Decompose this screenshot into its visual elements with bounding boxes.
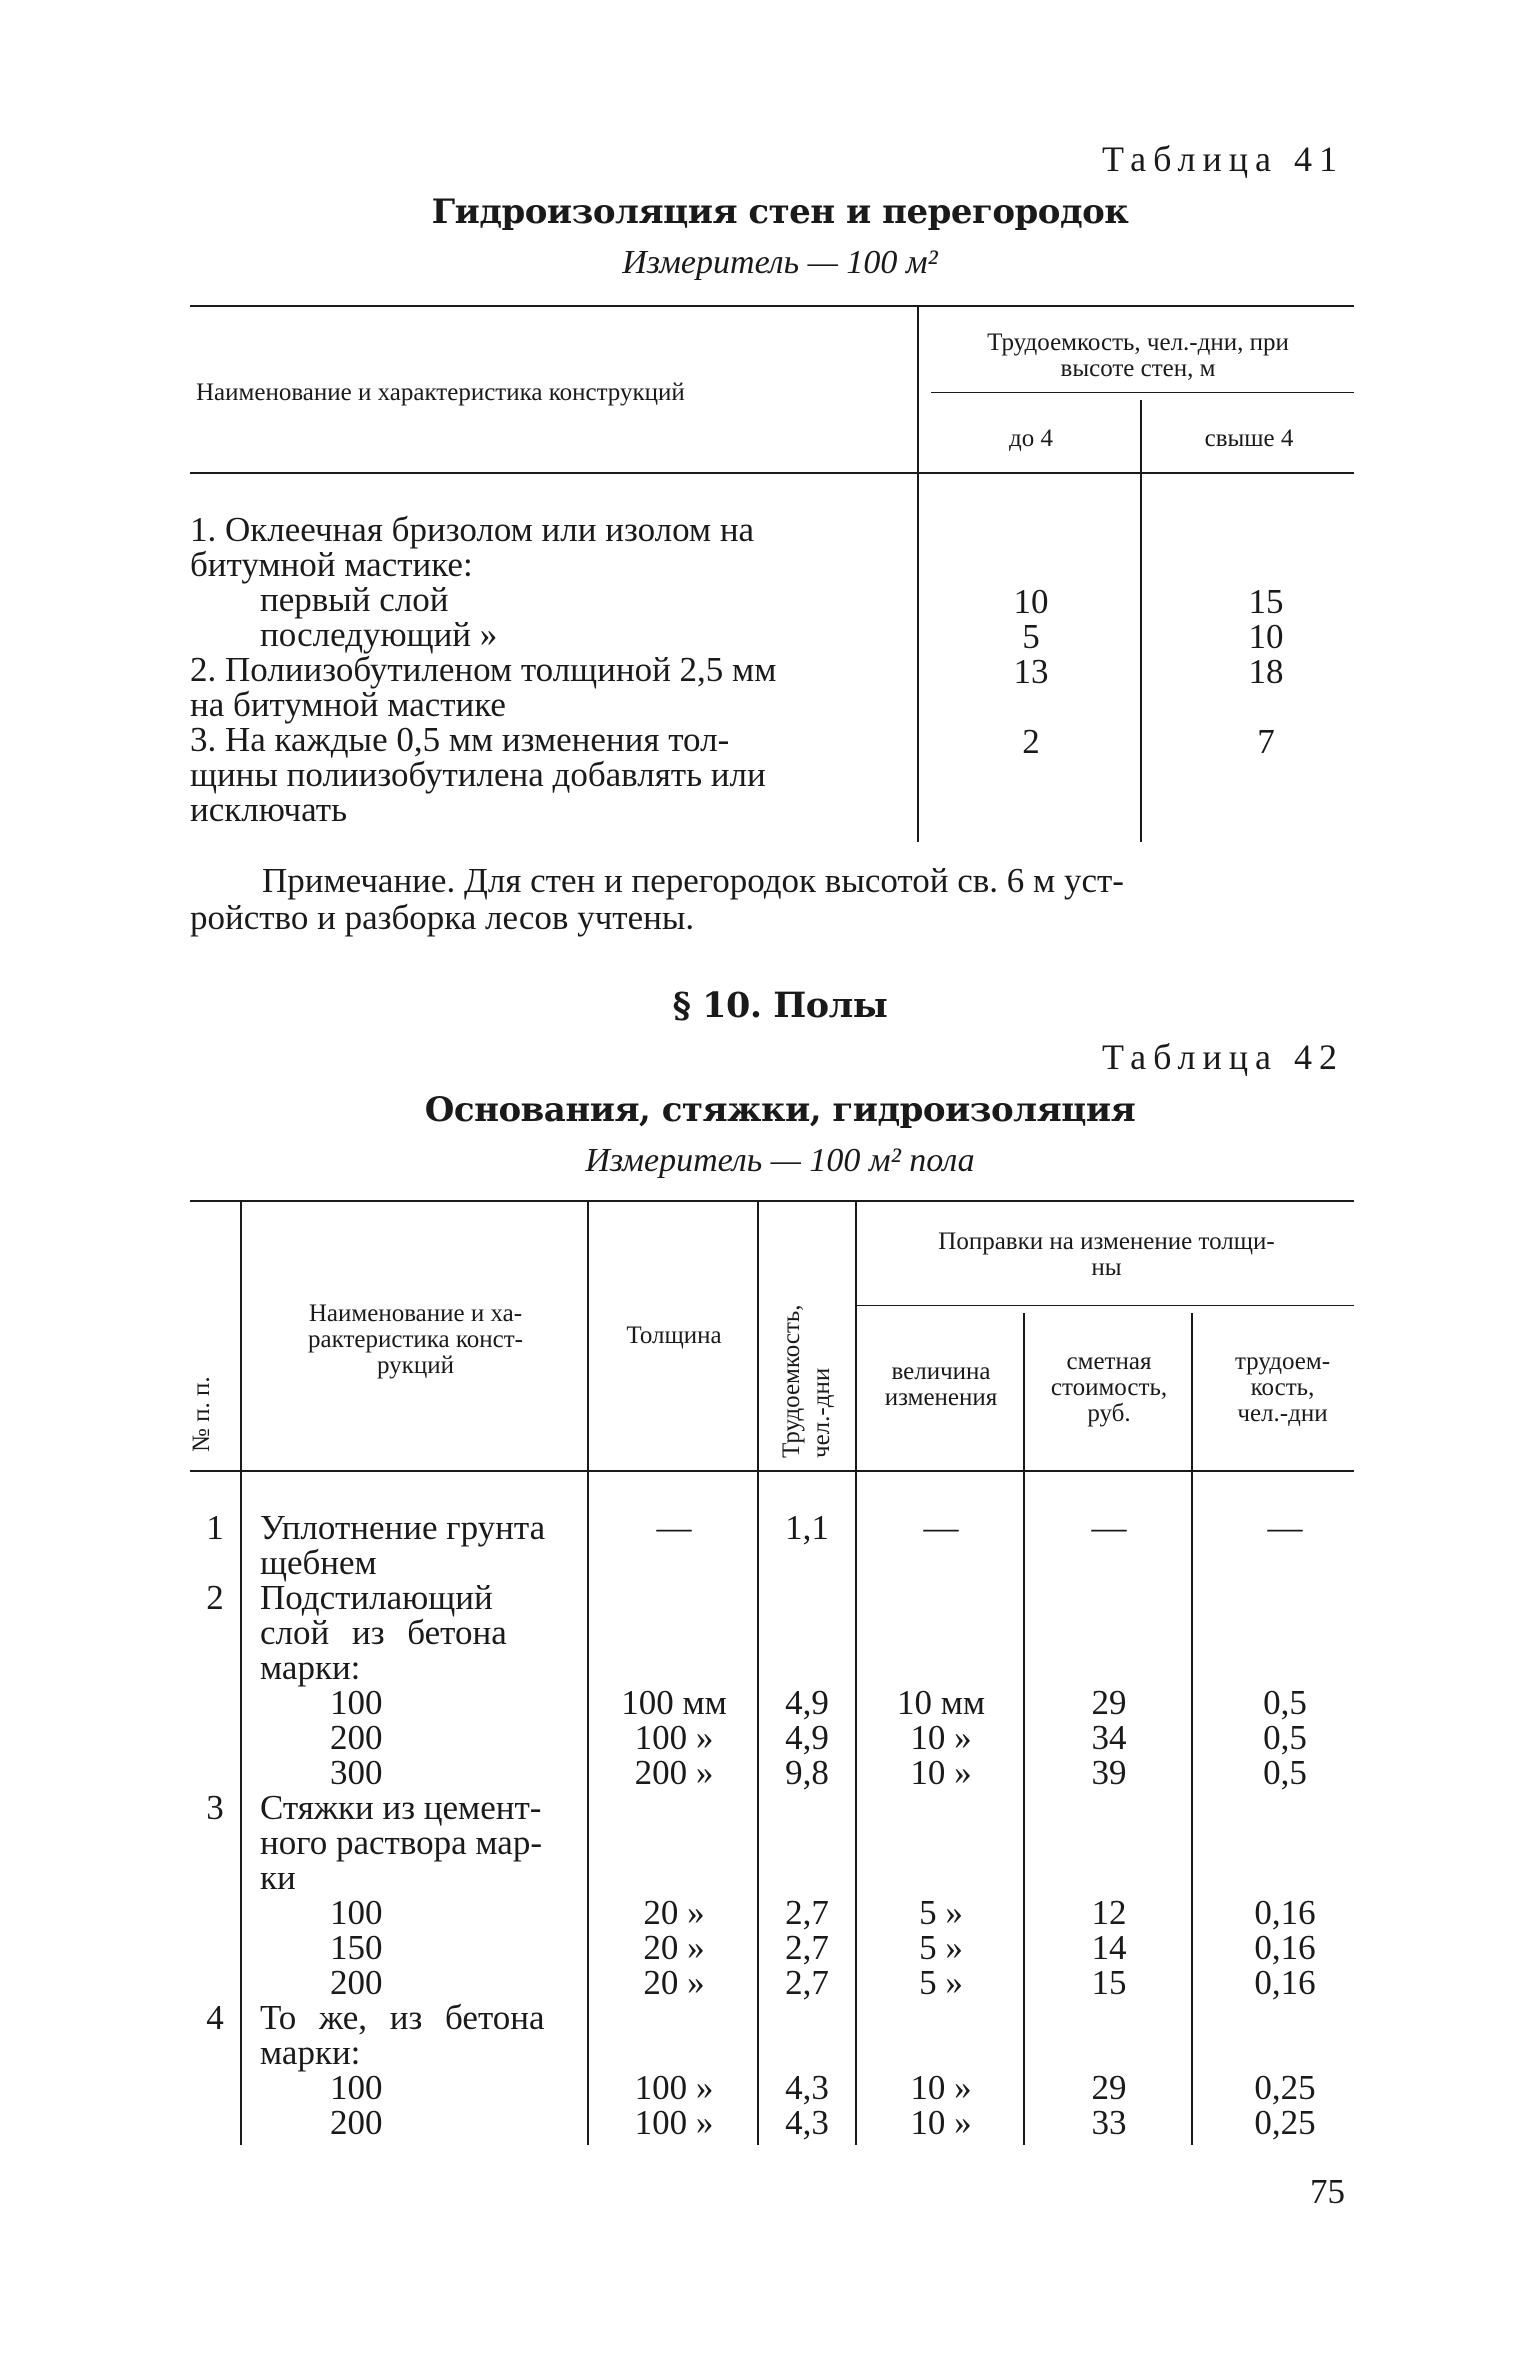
row-labor: 2,7 <box>785 1893 829 1932</box>
row-1b-a: 5 <box>1022 617 1040 656</box>
header-no: № п. п. <box>188 1376 215 1452</box>
row-1b-name: последующий » <box>260 615 498 654</box>
header-name-line1: Наименование и ха- <box>308 1300 523 1327</box>
row-name: Стяжки из цемент- <box>260 1788 542 1827</box>
header-cost-line3: руб. <box>1087 1400 1131 1427</box>
row-cost: 12 <box>1091 1893 1127 1932</box>
row-3-line3: исключать <box>190 790 348 829</box>
header-labor2-line2: кость, <box>1250 1374 1315 1401</box>
header-labor2-line1: трудоем- <box>1234 1348 1331 1375</box>
row-change: 5 » <box>919 1928 963 1967</box>
row-name: Уплотнение грунта <box>260 1508 546 1547</box>
row-labor: 2,7 <box>785 1928 829 1967</box>
header-labor-line1: Трудоемкость, <box>778 1304 805 1458</box>
row-labor2: 0,25 <box>1254 2103 1316 2142</box>
header-col-b: свыше 4 <box>1204 425 1294 452</box>
row-cost: — <box>1091 1508 1127 1547</box>
row-thickness: 100 мм <box>621 1683 727 1722</box>
row-name: 100 <box>330 2068 383 2107</box>
row-1b-b: 10 <box>1248 617 1284 656</box>
header-labor2-line3: чел.-дни <box>1237 1400 1328 1427</box>
row-labor2: 0,5 <box>1263 1753 1307 1792</box>
row-labor2: 0,25 <box>1254 2068 1316 2107</box>
row-name: 150 <box>330 1928 383 1967</box>
header-name: Наименование и характеристика конструкций <box>196 379 685 406</box>
header-change-line2: изменения <box>884 1384 998 1411</box>
row-thickness: 20 » <box>643 1893 705 1932</box>
row-name: щебнем <box>260 1543 377 1582</box>
row-thickness: 20 » <box>643 1963 705 2002</box>
row-cost: 39 <box>1091 1753 1127 1792</box>
note-line1: Примечание. Для стен и перегородок высотой св. 6 м уст- <box>262 861 1124 900</box>
row-name: 200 <box>330 1963 383 2002</box>
row-1a-b: 15 <box>1248 582 1284 621</box>
header-labor-line1: Трудоемкость, чел.-дни, при <box>987 329 1289 356</box>
row-labor: 4,3 <box>785 2103 829 2142</box>
row-thickness: 100 » <box>634 2068 714 2107</box>
row-cost: 15 <box>1091 1963 1127 2002</box>
row-name: ки <box>260 1858 296 1897</box>
row-2-a: 13 <box>1013 652 1049 691</box>
row-no: 1 <box>206 1508 224 1547</box>
row-name: То же, из бетона <box>260 1998 545 2037</box>
row-change: 5 » <box>919 1963 963 2002</box>
row-labor: 2,7 <box>785 1963 829 2002</box>
row-labor: 4,9 <box>785 1683 829 1722</box>
table-42-title: Основания, стяжки, гидроизоляция <box>424 1090 1136 1130</box>
row-3-b: 7 <box>1257 722 1275 761</box>
row-labor: 4,9 <box>785 1718 829 1757</box>
row-name: 100 <box>330 1893 383 1932</box>
row-cost: 34 <box>1091 1718 1127 1757</box>
row-thickness: — <box>656 1508 692 1547</box>
row-name: 300 <box>330 1753 383 1792</box>
row-name: 200 <box>330 2103 383 2142</box>
row-3-line2: щины полиизобутилена добавлять или <box>190 755 766 794</box>
header-labor-line2: высоте стен, м <box>1060 355 1216 382</box>
row-thickness: 100 » <box>634 2103 714 2142</box>
row-1a-name: первый слой <box>260 580 449 619</box>
row-name: слой из бетона <box>260 1613 507 1652</box>
row-thickness: 20 » <box>643 1928 705 1967</box>
row-no: 2 <box>206 1578 224 1617</box>
row-change: 10 » <box>910 2068 972 2107</box>
row-change: — <box>923 1508 959 1547</box>
row-name: 200 <box>330 1718 383 1757</box>
row-thickness: 200 » <box>634 1753 714 1792</box>
row-name: марки: <box>260 1648 361 1687</box>
row-3-a: 2 <box>1022 722 1040 761</box>
row-3-line1: 3. На каждые 0,5 мм изменения тол- <box>190 720 730 759</box>
row-no: 4 <box>206 1998 224 2037</box>
row-2-b: 18 <box>1248 652 1284 691</box>
header-corrections-line2: ны <box>1091 1254 1122 1281</box>
table-41-measure: Измеритель — 100 м² <box>622 244 938 281</box>
row-name: Подстилающий <box>260 1578 493 1617</box>
row-labor2: 0,5 <box>1263 1683 1307 1722</box>
row-cost: 14 <box>1091 1928 1127 1967</box>
table-42-measure: Измеритель — 100 м² пола <box>585 1142 975 1179</box>
row-change: 10 мм <box>896 1683 986 1722</box>
row-labor: 4,3 <box>785 2068 829 2107</box>
row-1a-a: 10 <box>1013 582 1049 621</box>
row-cost: 29 <box>1091 1683 1127 1722</box>
row-name: марки: <box>260 2033 361 2072</box>
header-labor-line2: чел.-дни <box>808 1367 835 1458</box>
row-labor2: — <box>1267 1508 1303 1547</box>
header-name-line2: рактеристика конст- <box>308 1326 523 1353</box>
row-labor: 9,8 <box>785 1753 829 1792</box>
row-change: 10 » <box>910 2103 972 2142</box>
row-change: 10 » <box>910 1718 972 1757</box>
row-thickness: 100 » <box>634 1718 714 1757</box>
table-41-label: Таблица 41 <box>1102 139 1344 179</box>
row-1-line1: 1. Оклеечная бризолом или изолом на <box>190 510 755 549</box>
row-cost: 29 <box>1091 2068 1127 2107</box>
row-change: 5 » <box>919 1893 963 1932</box>
row-labor: 1,1 <box>785 1508 829 1547</box>
row-name: 100 <box>330 1683 383 1722</box>
row-labor2: 0,16 <box>1254 1893 1316 1932</box>
header-name-line3: рукций <box>377 1352 454 1379</box>
header-thickness: Толщина <box>626 1322 722 1349</box>
header-change-line1: величина <box>891 1358 991 1385</box>
row-name: ного раствора мар- <box>260 1823 542 1862</box>
row-2-line1: 2. Полиизобутиленом толщиной 2,5 мм <box>190 650 777 689</box>
row-2-line2: на битумной мастике <box>190 685 506 724</box>
header-cost-line1: сметная <box>1066 1348 1152 1375</box>
row-no: 3 <box>206 1788 224 1827</box>
row-labor2: 0,16 <box>1254 1928 1316 1967</box>
header-corrections-line1: Поправки на изменение толщи- <box>938 1228 1275 1255</box>
table-42-label: Таблица 42 <box>1102 1037 1344 1077</box>
row-labor2: 0,5 <box>1263 1718 1307 1757</box>
row-cost: 33 <box>1091 2103 1127 2142</box>
page-number: 75 <box>1310 2172 1345 2211</box>
row-labor2: 0,16 <box>1254 1963 1316 2002</box>
row-1-line2: битумной мастике: <box>190 545 473 584</box>
note-line2: ройство и разборка лесов учтены. <box>190 898 695 937</box>
section-title: § 10. Полы <box>672 985 888 1026</box>
header-cost-line2: стоимость, <box>1050 1374 1168 1401</box>
table-41-title: Гидроизоляция стен и перегородок <box>431 192 1129 232</box>
header-col-a: до 4 <box>1009 425 1053 452</box>
row-change: 10 » <box>910 1753 972 1792</box>
